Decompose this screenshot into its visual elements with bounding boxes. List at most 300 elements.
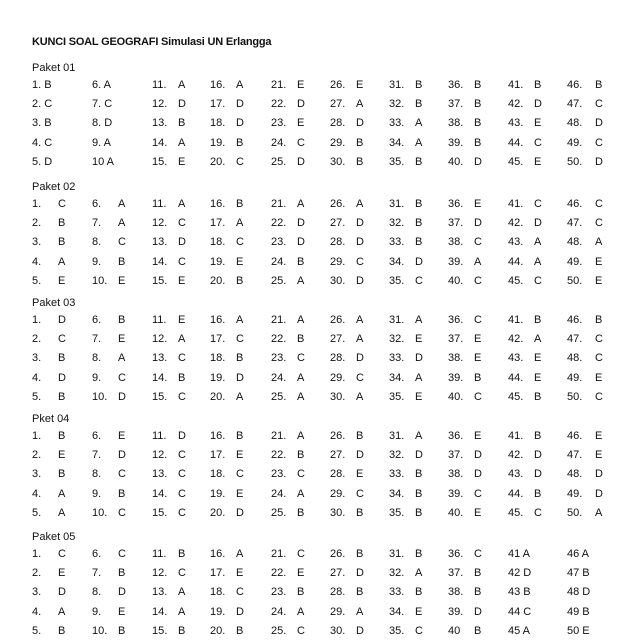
answer-letter: A bbox=[58, 487, 66, 500]
answer-letter: D bbox=[595, 468, 603, 481]
answer-letter: E bbox=[415, 605, 423, 618]
question-number: 13. bbox=[152, 352, 168, 365]
question-number: 40. bbox=[448, 390, 464, 403]
packet-2 bbox=[0, 181, 638, 291]
answer-letter: B bbox=[356, 155, 364, 168]
question-number: 22. bbox=[271, 333, 287, 346]
question-number: 33. bbox=[389, 236, 405, 249]
question-number: 48 D bbox=[567, 586, 591, 599]
question-number: 22. bbox=[271, 217, 287, 230]
question-number: 37. bbox=[448, 333, 464, 346]
question-number: 50. bbox=[567, 155, 583, 168]
question-number: 30. bbox=[330, 155, 346, 168]
question-number: 18. bbox=[210, 236, 226, 249]
question-number: 15. bbox=[152, 390, 168, 403]
question-number: 6. bbox=[92, 198, 102, 210]
answer-letter: B bbox=[474, 586, 482, 599]
question-number: 33. bbox=[389, 352, 405, 365]
answer-letter: D bbox=[415, 352, 423, 365]
answer-letter: B bbox=[474, 567, 482, 580]
question-number: 1. bbox=[32, 548, 42, 560]
question-number: 46. bbox=[567, 79, 583, 91]
question-number: 50. bbox=[567, 274, 583, 287]
question-number: 8. bbox=[92, 586, 102, 599]
answer-letter: A bbox=[58, 506, 66, 519]
question-number: 50 E bbox=[567, 624, 590, 637]
question-number: 42. bbox=[508, 217, 524, 230]
answer-letter: C bbox=[297, 624, 305, 637]
question-number: 12. bbox=[152, 567, 168, 580]
answer-letter: C bbox=[415, 624, 423, 637]
answer-letter: C bbox=[58, 548, 66, 560]
question-number: 2. bbox=[32, 449, 42, 462]
answer-letter: B bbox=[415, 198, 423, 210]
answer-letter: B bbox=[534, 79, 542, 91]
answer-letter: E bbox=[595, 371, 603, 384]
answer-letter: A bbox=[236, 79, 244, 91]
answer-letter: C bbox=[178, 506, 186, 519]
answer-letter: B bbox=[236, 274, 244, 287]
question-number: 28. bbox=[330, 117, 346, 130]
question-number: 27. bbox=[330, 333, 346, 346]
question-number: 17. bbox=[210, 449, 226, 462]
question-number: 11. bbox=[152, 430, 167, 442]
question-number: 24. bbox=[271, 605, 287, 618]
question-number: 2. bbox=[32, 217, 42, 230]
answer-letter: B bbox=[58, 236, 66, 249]
answer-letter: C bbox=[534, 274, 542, 287]
question-number: 12. bbox=[152, 449, 168, 462]
answer-letter: C bbox=[178, 352, 186, 365]
question-number: 21. bbox=[271, 79, 287, 91]
answer-letter: C bbox=[534, 198, 542, 210]
answer-letter: A bbox=[415, 430, 423, 442]
answer-letter: E bbox=[118, 430, 126, 442]
answer-letter: B bbox=[415, 487, 423, 500]
question-number: 46. bbox=[567, 430, 583, 442]
answer-letter: E bbox=[534, 155, 542, 168]
question-number: 12. bbox=[152, 98, 168, 111]
answer-letter: C bbox=[356, 487, 364, 500]
answer-letter: B bbox=[534, 314, 542, 326]
question-number: 17. bbox=[210, 98, 226, 111]
answer-letter: A bbox=[178, 79, 186, 91]
answer-letter: B bbox=[534, 487, 542, 500]
answer-letter: C bbox=[356, 371, 364, 384]
question-number: 4. bbox=[32, 371, 42, 384]
question-number: 17. bbox=[210, 333, 226, 346]
question-number: 36. bbox=[448, 198, 464, 210]
question-number: 7. bbox=[92, 217, 102, 230]
answer-letter: C bbox=[236, 155, 244, 168]
question-number: 36. bbox=[448, 314, 464, 326]
answer-letter: A bbox=[178, 605, 186, 618]
answer-letter: B bbox=[474, 371, 482, 384]
question-number: 44. bbox=[508, 371, 524, 384]
question-number: 39. bbox=[448, 255, 464, 268]
question-number: 43. bbox=[508, 236, 524, 249]
question-number: 26. bbox=[330, 430, 346, 442]
question-number: 37. bbox=[448, 449, 464, 462]
question-number: 46. bbox=[567, 198, 583, 210]
answer-letter: C bbox=[236, 236, 244, 249]
question-number: 9. bbox=[92, 371, 102, 384]
question-number: 1. bbox=[32, 430, 42, 442]
question-number: 49. bbox=[567, 255, 583, 268]
answer-letter: C bbox=[236, 468, 244, 481]
question-number: 8. bbox=[92, 468, 102, 481]
answer-letter: D bbox=[534, 217, 542, 230]
question-number: 23. bbox=[271, 586, 287, 599]
question-number: 32. bbox=[389, 217, 405, 230]
question-number: 47 B bbox=[567, 567, 590, 580]
answer-letter: B bbox=[58, 352, 66, 365]
answer-letter: A bbox=[297, 487, 305, 500]
answer-letter: B bbox=[236, 352, 244, 365]
question-number: 21. bbox=[271, 198, 287, 210]
answer-letter: A bbox=[297, 314, 305, 326]
question-number: 20. bbox=[210, 274, 226, 287]
question-number: 34. bbox=[389, 487, 405, 500]
question-number: 41. bbox=[508, 430, 524, 442]
question-number: 7. bbox=[92, 449, 102, 462]
question-number: 4. C bbox=[32, 136, 53, 149]
answer-letter: B bbox=[297, 333, 305, 346]
answer-letter: C bbox=[118, 468, 126, 481]
question-number: 24. bbox=[271, 255, 287, 268]
question-number: 11. bbox=[152, 548, 167, 560]
answer-letter: B bbox=[534, 390, 542, 403]
packet-label: Paket 05 bbox=[32, 531, 76, 543]
question-number: 15. bbox=[152, 624, 168, 637]
question-number: 40. bbox=[448, 506, 464, 519]
question-number: 25. bbox=[271, 155, 287, 168]
answer-letter: E bbox=[236, 567, 244, 580]
answer-letter: A bbox=[178, 586, 186, 599]
question-number: 25. bbox=[271, 274, 287, 287]
answer-letter: B bbox=[118, 624, 126, 637]
answer-letter: D bbox=[595, 155, 603, 168]
question-number: 27. bbox=[330, 217, 346, 230]
answer-letter: E bbox=[474, 352, 482, 365]
answer-letter: B bbox=[415, 468, 423, 481]
answer-letter: A bbox=[178, 136, 186, 149]
answer-letter: A bbox=[356, 605, 364, 618]
answer-letter: D bbox=[58, 371, 66, 384]
question-number: 39. bbox=[448, 136, 464, 149]
answer-letter: E bbox=[58, 567, 66, 580]
question-number: 32. bbox=[389, 333, 405, 346]
question-number: 41 A bbox=[508, 548, 531, 560]
question-number: 21. bbox=[271, 548, 287, 560]
answer-letter: A bbox=[474, 255, 482, 268]
question-number: 27. bbox=[330, 98, 346, 111]
question-number: 36. bbox=[448, 79, 464, 91]
answer-letter: A bbox=[534, 333, 542, 346]
answer-letter: B bbox=[415, 506, 423, 519]
question-number: 38. bbox=[448, 117, 464, 130]
answer-letter: D bbox=[297, 98, 305, 111]
answer-letter: C bbox=[178, 468, 186, 481]
answer-letter: C bbox=[534, 136, 542, 149]
answer-letter: C bbox=[178, 255, 186, 268]
answer-letter: B bbox=[474, 136, 482, 149]
answer-letter: E bbox=[474, 198, 482, 210]
answer-letter: B bbox=[178, 548, 186, 560]
question-number: 45. bbox=[508, 155, 524, 168]
answer-letter: A bbox=[356, 333, 364, 346]
question-number: 2. bbox=[32, 567, 42, 580]
answer-letter: D bbox=[178, 98, 186, 111]
question-number: 48. bbox=[567, 117, 583, 130]
answer-letter: C bbox=[236, 586, 244, 599]
packet-label: Paket 01 bbox=[32, 62, 76, 74]
question-number: 39. bbox=[448, 371, 464, 384]
question-number: 9. bbox=[92, 255, 102, 268]
question-number: 27. bbox=[330, 567, 346, 580]
question-number: 11. bbox=[152, 314, 167, 326]
answer-letter: C bbox=[58, 198, 66, 210]
answer-letter: E bbox=[178, 274, 186, 287]
answer-letter: D bbox=[356, 449, 364, 462]
question-number: 35. bbox=[389, 624, 405, 637]
answer-letter: B bbox=[58, 390, 66, 403]
answer-letter: B bbox=[595, 79, 603, 91]
answer-letter: D bbox=[178, 236, 186, 249]
answer-letter: D bbox=[474, 449, 482, 462]
answer-letter: C bbox=[297, 468, 305, 481]
answer-letter: C bbox=[118, 506, 126, 519]
answer-letter: B bbox=[415, 548, 423, 560]
question-number: 9. bbox=[92, 487, 102, 500]
answer-letter: D bbox=[595, 117, 603, 130]
question-number: 23. bbox=[271, 236, 287, 249]
answer-letter: A bbox=[236, 314, 244, 326]
question-number: 41. bbox=[508, 79, 524, 91]
answer-letter: B bbox=[356, 548, 364, 560]
question-number: 9. bbox=[92, 605, 102, 618]
question-number: 14. bbox=[152, 487, 168, 500]
answer-letter: D bbox=[236, 371, 244, 384]
question-number: 5. bbox=[32, 390, 42, 403]
answer-letter: D bbox=[356, 624, 364, 637]
answer-letter: A bbox=[534, 255, 542, 268]
question-number: 2. C bbox=[32, 98, 53, 111]
answer-letter: C bbox=[118, 371, 126, 384]
answer-letter: B bbox=[236, 624, 244, 637]
question-number: 19. bbox=[210, 136, 226, 149]
answer-letter: B bbox=[415, 217, 423, 230]
question-number: 13. bbox=[152, 586, 168, 599]
question-number: 32. bbox=[389, 98, 405, 111]
question-number: 31. bbox=[389, 314, 405, 326]
question-number: 5. bbox=[32, 274, 42, 287]
question-number: 17. bbox=[210, 217, 226, 230]
question-number: 7. bbox=[92, 567, 102, 580]
answer-letter: B bbox=[474, 117, 482, 130]
question-number: 33. bbox=[389, 586, 405, 599]
question-number: 33. bbox=[389, 468, 405, 481]
question-number: 44. bbox=[508, 136, 524, 149]
answer-letter: E bbox=[595, 449, 603, 462]
question-number: 24. bbox=[271, 136, 287, 149]
answer-letter: C bbox=[356, 255, 364, 268]
packet-3 bbox=[0, 297, 638, 407]
question-number: 43. bbox=[508, 352, 524, 365]
answer-letter: A bbox=[118, 352, 126, 365]
answer-letter: B bbox=[474, 624, 482, 637]
question-number: 19. bbox=[210, 605, 226, 618]
answer-letter: A bbox=[297, 198, 305, 210]
question-number: 40 bbox=[448, 624, 461, 637]
question-number: 4. bbox=[32, 605, 42, 618]
question-number: 29. bbox=[330, 605, 346, 618]
question-number: 10. bbox=[92, 274, 108, 287]
question-number: 11. bbox=[152, 198, 167, 210]
question-number: 5. bbox=[32, 506, 42, 519]
answer-letter: C bbox=[415, 274, 423, 287]
answer-letter: A bbox=[58, 605, 66, 618]
question-number: 2. bbox=[32, 333, 42, 346]
answer-letter: B bbox=[415, 586, 423, 599]
answer-letter: C bbox=[178, 390, 186, 403]
question-number: 19. bbox=[210, 487, 226, 500]
answer-letter: A bbox=[595, 506, 603, 519]
question-number: 34. bbox=[389, 136, 405, 149]
answer-letter: A bbox=[415, 567, 423, 580]
question-number: 28. bbox=[330, 236, 346, 249]
question-number: 3. bbox=[32, 352, 42, 365]
answer-letter: B bbox=[297, 255, 305, 268]
answer-letter: E bbox=[595, 255, 603, 268]
question-number: 29. bbox=[330, 255, 346, 268]
answer-letter: D bbox=[297, 236, 305, 249]
question-number: 43. bbox=[508, 468, 524, 481]
answer-letter: A bbox=[595, 236, 603, 249]
answer-letter: B bbox=[356, 586, 364, 599]
question-number: 40. bbox=[448, 274, 464, 287]
answer-letter: E bbox=[595, 430, 603, 442]
answer-letter: B bbox=[178, 117, 186, 130]
answer-letter: E bbox=[297, 567, 305, 580]
question-number: 15. bbox=[152, 155, 168, 168]
question-number: 14. bbox=[152, 371, 168, 384]
answer-letter: D bbox=[356, 217, 364, 230]
answer-letter: A bbox=[415, 371, 423, 384]
question-number: 49. bbox=[567, 487, 583, 500]
question-number: 22. bbox=[271, 449, 287, 462]
question-number: 42. bbox=[508, 333, 524, 346]
answer-letter: B bbox=[118, 487, 126, 500]
answer-letter: D bbox=[297, 217, 305, 230]
question-number: 8. bbox=[92, 352, 102, 365]
answer-letter: C bbox=[297, 136, 305, 149]
answer-letter: A bbox=[236, 217, 244, 230]
question-number: 6. bbox=[92, 548, 102, 560]
question-number: 15. bbox=[152, 274, 168, 287]
question-number: 30. bbox=[330, 624, 346, 637]
question-number: 39. bbox=[448, 487, 464, 500]
question-number: 45 A bbox=[508, 624, 531, 637]
question-number: 23. bbox=[271, 117, 287, 130]
question-number: 42. bbox=[508, 98, 524, 111]
answer-letter: C bbox=[474, 487, 482, 500]
question-number: 6. bbox=[92, 314, 102, 326]
question-number: 8. bbox=[92, 236, 102, 249]
question-number: 12. bbox=[152, 217, 168, 230]
question-number: 30. bbox=[330, 274, 346, 287]
answer-letter: E bbox=[415, 333, 423, 346]
question-number: 43. bbox=[508, 117, 524, 130]
answer-letter: A bbox=[356, 198, 364, 210]
question-number: 48. bbox=[567, 236, 583, 249]
question-number: 33. bbox=[389, 117, 405, 130]
answer-letter: C bbox=[178, 217, 186, 230]
answer-letter: A bbox=[297, 390, 305, 403]
answer-letter: A bbox=[178, 333, 186, 346]
answer-letter: E bbox=[474, 430, 482, 442]
question-number: 19. bbox=[210, 255, 226, 268]
answer-letter: C bbox=[474, 236, 482, 249]
answer-letter: C bbox=[118, 236, 126, 249]
answer-letter: E bbox=[356, 468, 364, 481]
question-number: 44. bbox=[508, 255, 524, 268]
answer-letter: D bbox=[534, 449, 542, 462]
answer-letter: B bbox=[178, 371, 186, 384]
answer-letter: A bbox=[297, 274, 305, 287]
answer-letter: E bbox=[534, 371, 542, 384]
answer-letter: E bbox=[297, 117, 305, 130]
question-number: 22. bbox=[271, 567, 287, 580]
answer-letter: E bbox=[415, 390, 423, 403]
question-number: 20. bbox=[210, 155, 226, 168]
answer-letter: D bbox=[58, 314, 66, 326]
answer-letter: B bbox=[118, 255, 126, 268]
answer-letter: B bbox=[58, 217, 66, 230]
answer-letter: E bbox=[595, 274, 603, 287]
answer-letter: A bbox=[236, 548, 244, 560]
question-number: 10. bbox=[92, 390, 108, 403]
answer-letter: E bbox=[58, 449, 66, 462]
question-number: 22. bbox=[271, 98, 287, 111]
question-number: 38. bbox=[448, 236, 464, 249]
answer-letter: D bbox=[474, 605, 482, 618]
question-number: 47. bbox=[567, 98, 583, 111]
question-number: 38. bbox=[448, 468, 464, 481]
answer-letter: D bbox=[178, 430, 186, 442]
question-number: 29. bbox=[330, 136, 346, 149]
question-number: 25. bbox=[271, 506, 287, 519]
answer-letter: A bbox=[297, 371, 305, 384]
question-number: 30. bbox=[330, 390, 346, 403]
answer-letter: E bbox=[474, 333, 482, 346]
question-number: 8. D bbox=[92, 117, 113, 130]
question-number: 32. bbox=[389, 567, 405, 580]
packet-label: Paket 02 bbox=[32, 181, 76, 193]
answer-letter: D bbox=[534, 98, 542, 111]
answer-letter: E bbox=[534, 352, 542, 365]
question-number: 11. bbox=[152, 79, 167, 91]
answer-letter: D bbox=[595, 487, 603, 500]
question-number: 18. bbox=[210, 352, 226, 365]
answer-letter: B bbox=[118, 314, 126, 326]
answer-letter: D bbox=[415, 255, 423, 268]
question-number: 45. bbox=[508, 390, 524, 403]
question-number: 26. bbox=[330, 548, 346, 560]
answer-letter: E bbox=[474, 506, 482, 519]
answer-letter: E bbox=[297, 79, 305, 91]
answer-letter: C bbox=[236, 333, 244, 346]
